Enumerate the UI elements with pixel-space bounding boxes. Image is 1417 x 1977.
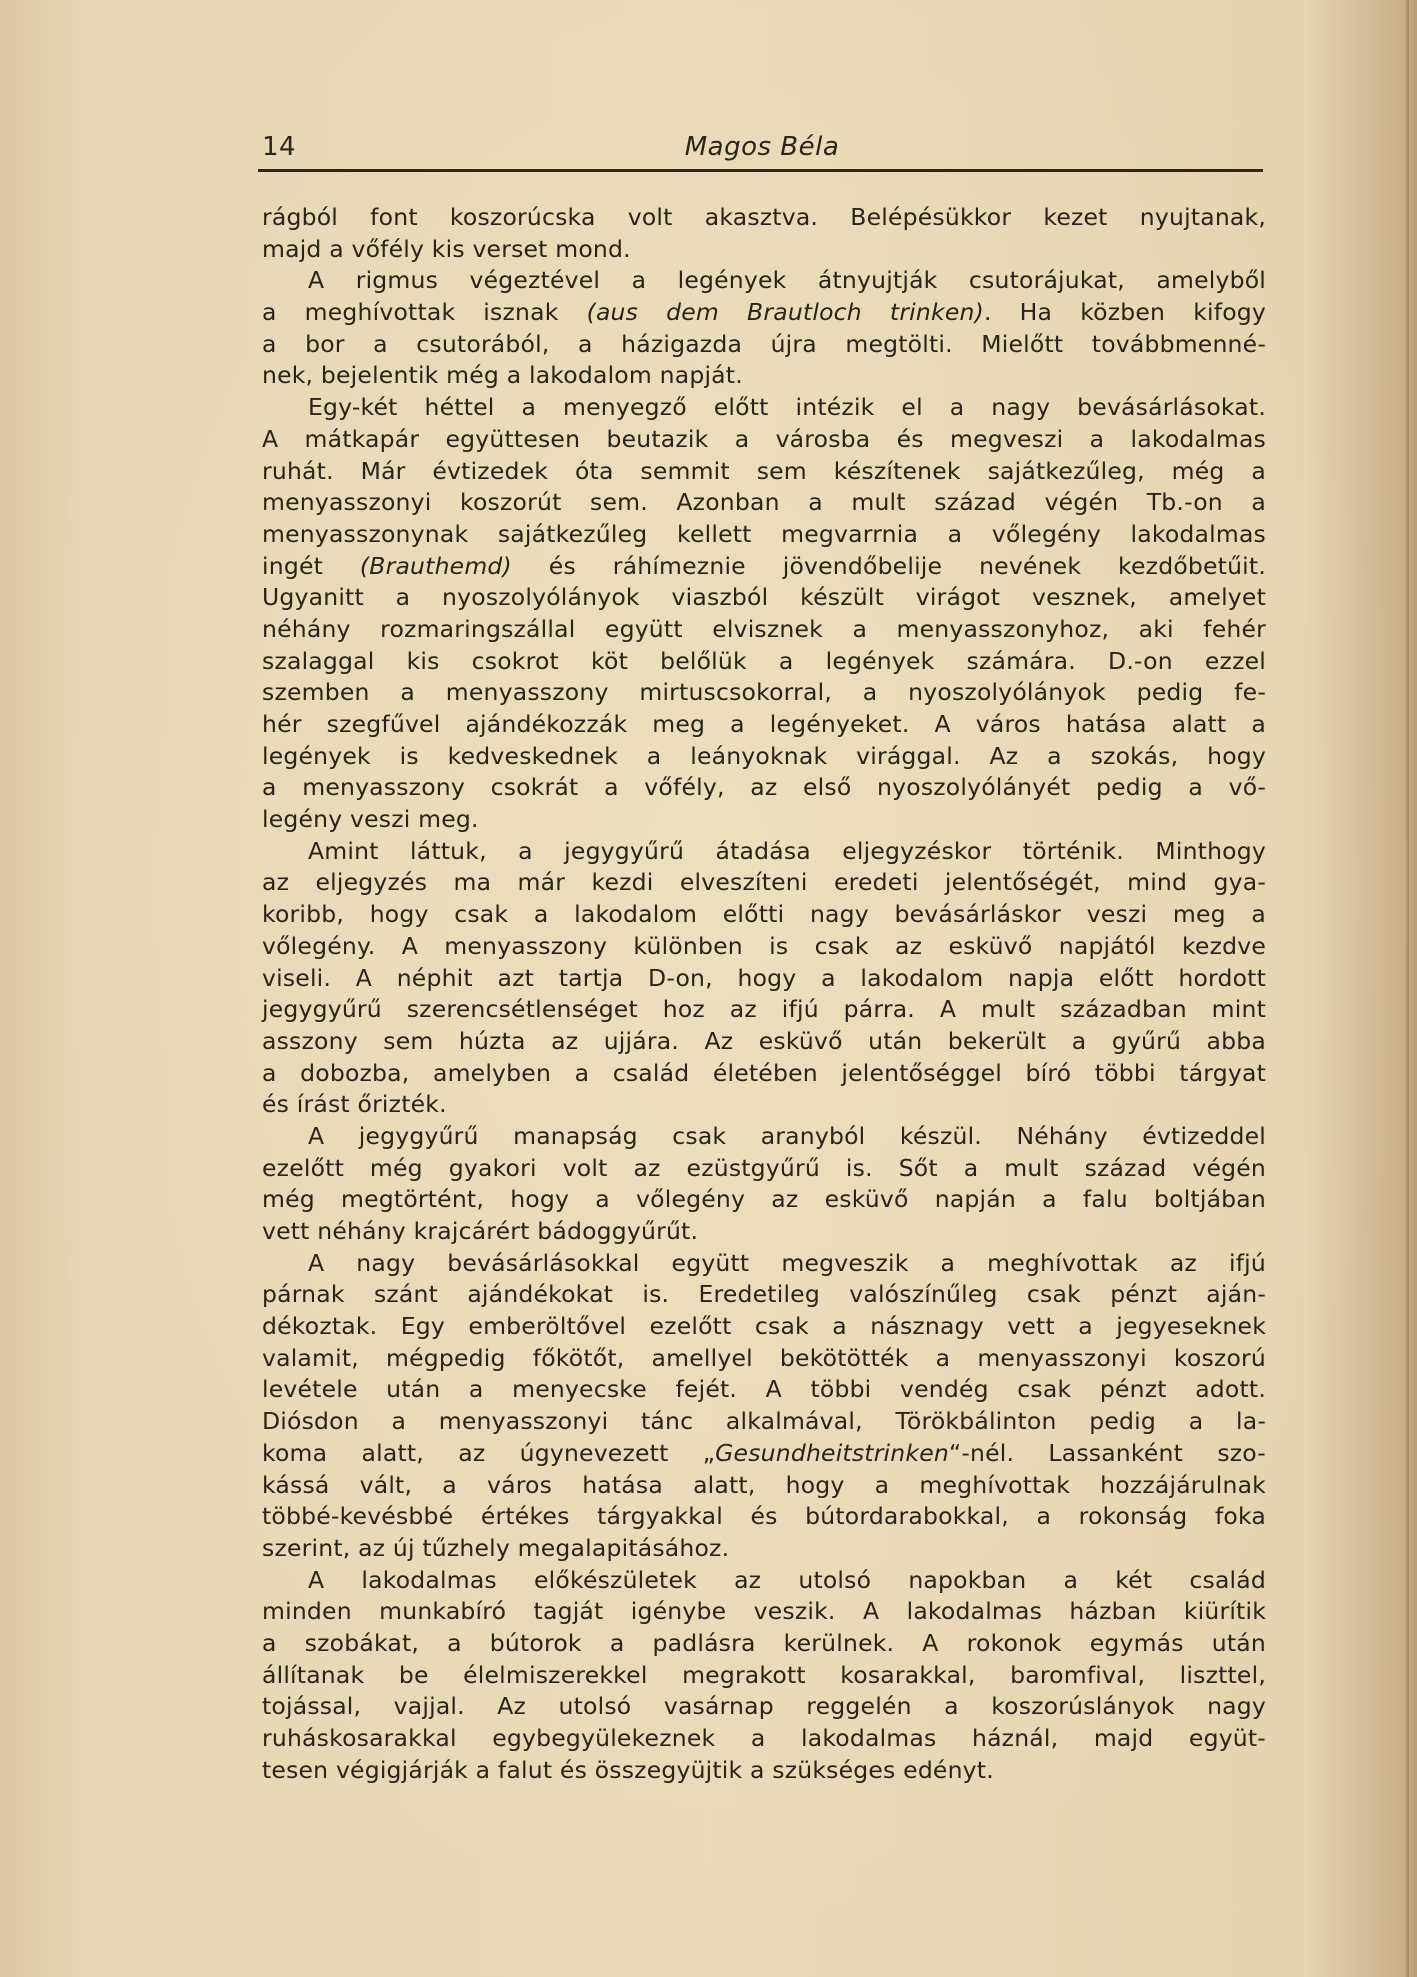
text-run: “-nél. Lassanként szo-	[948, 1438, 1266, 1467]
text-line: ruháskosarakkal egybegyülekeznek a lakodalmas háznál, majd együt-	[262, 1724, 1266, 1752]
text-line: Amint láttuk, a jegygyűrű átadása eljegyzéskor történik. Minthogy	[308, 836, 1266, 865]
italic-term: (Brauthemd)	[359, 551, 512, 580]
text-line: Egy-két héttel a menyegző előtt intézik el a nagy bevásárlásokat.	[308, 393, 1266, 422]
text-line: szemben a menyasszony mirtuscsokorral, a nyoszolyólányok pedig fe-	[262, 678, 1266, 707]
text-line: A nagy bevásárlásokkal együtt megveszik a meghívottak az ifjú	[308, 1248, 1266, 1277]
text-run: koma alatt, az úgynevezett „	[262, 1438, 716, 1467]
text-line: menyasszonynak sajátkezűleg kellett megvarrnia a vőlegény lakodalmas	[262, 519, 1266, 548]
text-line: többé-kevésbbé értékes tárgyakkal és bútordarabokkal, a rokonság foka	[262, 1502, 1266, 1531]
text-line: néhány rozmaringszállal együtt elvisznek a menyasszonyhoz, aki fehér	[262, 614, 1266, 643]
text-line: levétele után a menyecske fejét. A többi vendég csak pénzt adott.	[262, 1375, 1266, 1404]
text-line: rágból font koszorúcska volt akasztva. Belépésükkor kezet nyujtanak,	[262, 203, 1266, 231]
text-line: vőlegény. A menyasszony különben is csak az esküvő napjától kezdve	[262, 931, 1266, 960]
header-rule	[258, 169, 1263, 172]
text-run: ingét	[262, 551, 360, 580]
running-title: Magos Béla	[684, 132, 840, 162]
page-edge-shadow	[1405, 0, 1409, 1977]
text-line: ruhát. Már évtizedek óta semmit sem készítenek sajátkezűleg, még a	[262, 456, 1266, 485]
page-number: 14	[262, 132, 297, 162]
text-line: és írást őrizték.	[262, 1090, 447, 1119]
text-line: menyasszonyi koszorút sem. Azonban a mult század végén Tb.-on a	[262, 488, 1266, 517]
text-line: dékoztak. Egy emberöltővel ezelőtt csak a násznagy vett a jegyeseknek	[262, 1312, 1266, 1341]
text-line: jegygyűrű szerencsétlenséget hoz az ifjú párra. A mult században mint	[262, 995, 1266, 1024]
text-line: minden munkabíró tagját igénybe veszik. A lakodalmas házban kiürítik	[262, 1597, 1266, 1626]
text-run: A rigmus végeztével a legények átnyujtják csutorájukat, amelyből	[308, 266, 1266, 295]
text-line: szalaggal kis csokrot köt belőlük a legények számára. D.-on ezzel	[262, 646, 1266, 675]
text-line: asszony sem húzta az ujjára. Az esküvő után bekerült a gyűrű abba	[262, 1026, 1266, 1055]
text-line: A mátkapár együttesen beutazik a városba és megveszi a lakodalmas	[262, 424, 1266, 453]
text-line: viseli. A néphit azt tartja D-on, hogy a lakodalom napja előtt hordott	[262, 963, 1266, 992]
text-line: Diósdon a menyasszonyi tánc alkalmával, Törökbálinton pedig a la-	[262, 1407, 1266, 1436]
text-line	[262, 551, 1266, 583]
text-line: koribb, hogy csak a lakodalom előtti nagy bevásárláskor veszi meg a	[262, 900, 1266, 929]
text-line: tojással, vajjal. Az utolsó vasárnap reggelén a koszorúslányok nagy	[262, 1692, 1266, 1721]
text-line: tesen végigjárják a falut és összegyüjtik a szükséges edényt.	[262, 1755, 994, 1784]
text-line: Ugyanitt a nyoszolyólányok viaszból készült virágot vesznek, amelyet	[262, 583, 1266, 612]
text-run: a meghívottak isznak	[262, 298, 587, 327]
text-line: a bor a csutorából, a házigazda újra megtölti. Mielőtt továbbmenné-	[262, 329, 1266, 358]
text-line: a szobákat, a bútorok a padlásra kerülnek. A rokonok egymás után	[262, 1628, 1266, 1657]
text-line: még megtörtént, hogy a vőlegény az esküvő napján a falu boltjában	[262, 1185, 1266, 1214]
italic-term: Gesundheitstrinken	[715, 1438, 949, 1467]
text-line: kássá vált, a város hatása alatt, hogy a meghívottak hozzájárulnak	[262, 1470, 1266, 1499]
text-line: szerint, az új tűzhely megalapitásához.	[262, 1533, 730, 1562]
text-line: valamit, mégpedig főkötőt, amellyel bekötötték a menyasszonyi koszorú	[262, 1343, 1266, 1372]
italic-term: (aus dem Brautloch trinken)	[586, 298, 984, 327]
text-line: állítanak be élelmiszerekkel megrakott kosarakkal, baromfival, liszttel,	[262, 1660, 1266, 1689]
text-line: párnak szánt ajándékokat is. Eredetileg valószínűleg csak pénzt aján-	[262, 1280, 1266, 1309]
text-line: az eljegyzés ma már kezdi elveszíteni eredeti jelentőségét, mind gya-	[262, 868, 1266, 897]
text-line: nek, bejelentik még a lakodalom napját.	[262, 361, 743, 390]
text-line	[262, 1438, 1266, 1470]
text-line	[262, 297, 1266, 329]
text-line: A lakodalmas előkészületek az utolsó napokban a két család	[308, 1565, 1266, 1594]
text-line: vett néhány krajcárért bádoggyűrűt.	[262, 1217, 699, 1245]
text-line: ezelőtt még gyakori volt az ezüstgyűrű is. Sőt a mult század végén	[262, 1153, 1266, 1182]
text-line: A jegygyűrű manapság csak aranyból készül. Néhány évtizeddel	[308, 1121, 1266, 1150]
text-line: legény veszi meg.	[262, 805, 479, 834]
text-line	[262, 265, 1266, 297]
body-text	[262, 202, 1266, 1786]
text-line: legények is kedveskednek a leányoknak virággal. Az a szokás, hogy	[262, 741, 1266, 770]
text-run: . Ha közben kifogy	[983, 298, 1267, 327]
text-run: és ráhímeznie jövendőbelije nevének kezdőbetűit.	[511, 551, 1266, 580]
text-line: a menyasszony csokrát a vőfély, az első nyoszolyólányét pedig a vő-	[262, 773, 1266, 802]
text-line: majd a vőfély kis verset mond.	[262, 234, 631, 263]
text-line: a dobozba, amelyben a család életében jelentőséggel bíró többi tárgyat	[262, 1058, 1266, 1087]
text-line: hér szegfűvel ajándékozzák meg a legényeket. A város hatása alatt a	[262, 710, 1266, 738]
